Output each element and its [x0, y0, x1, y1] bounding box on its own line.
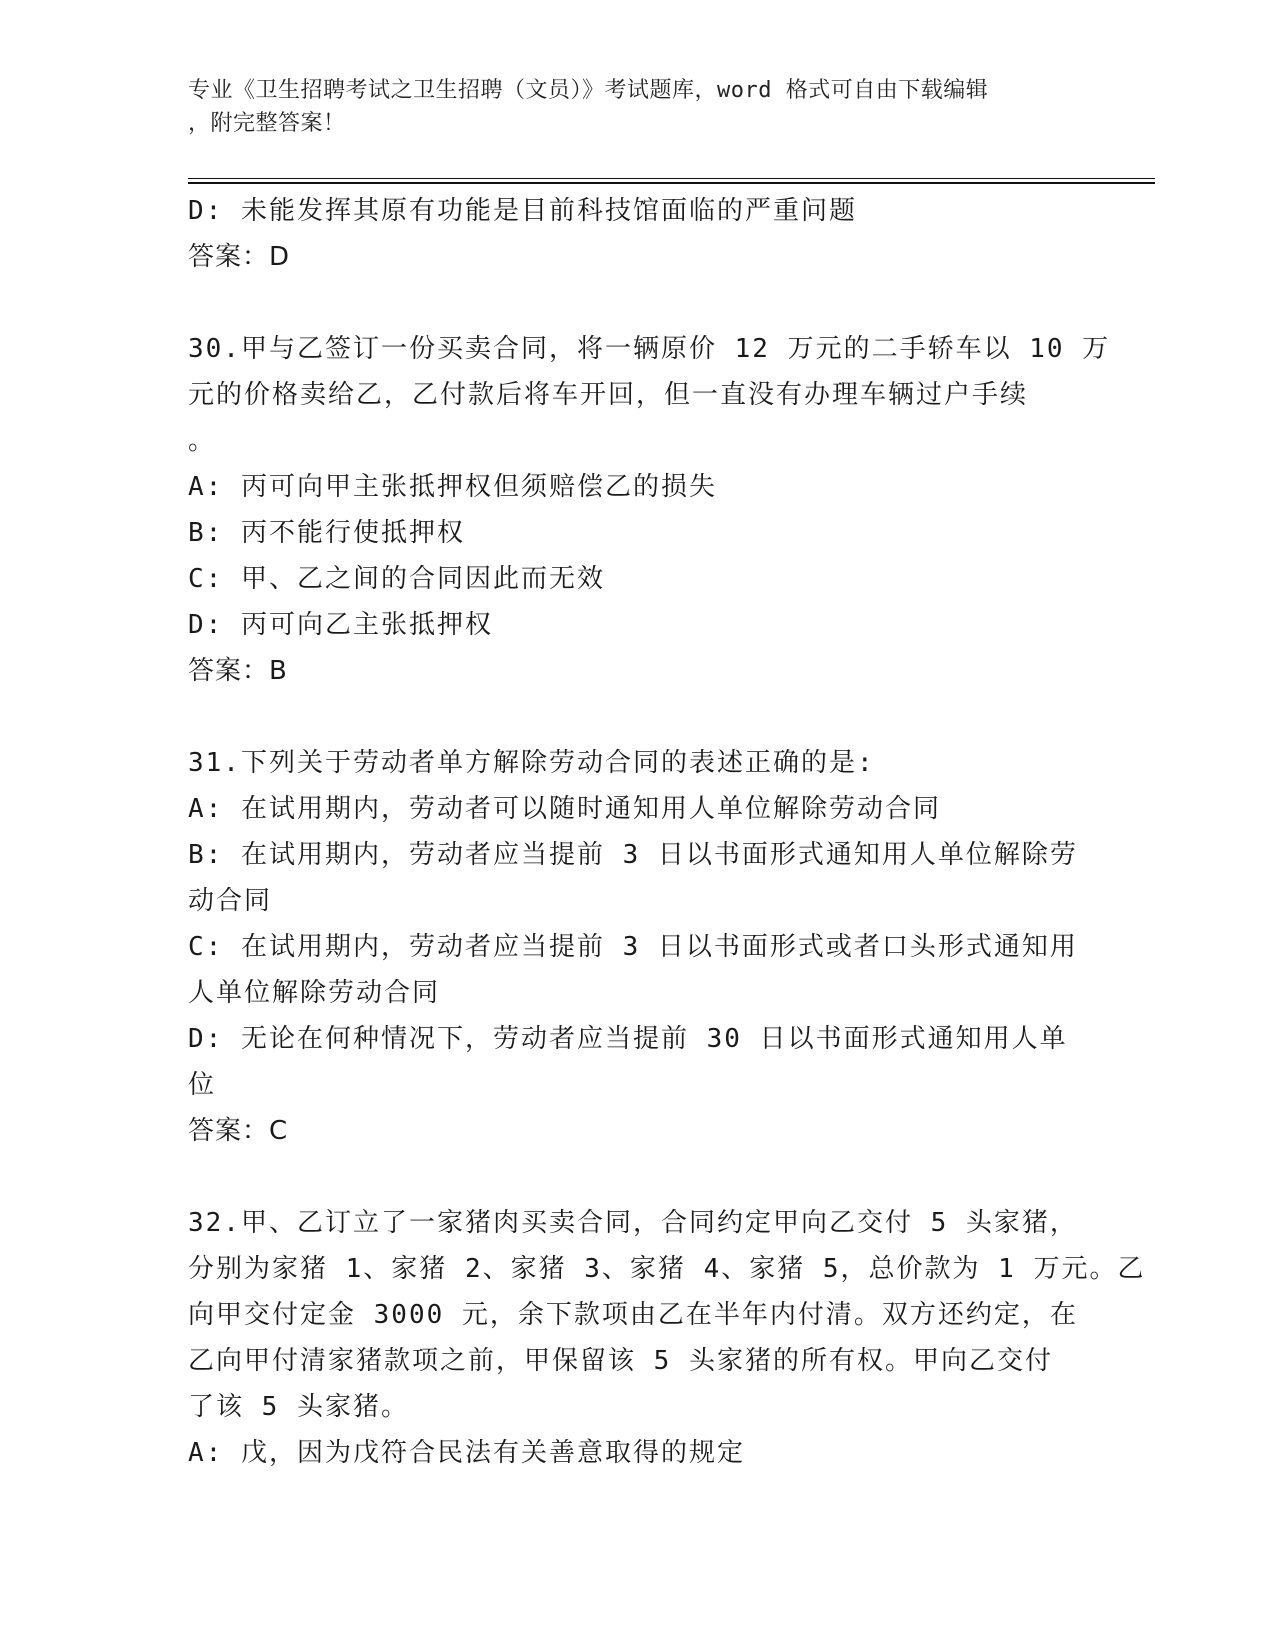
header-divider [188, 178, 1155, 184]
option-b: B: 在试用期内，劳动者应当提前 3 日以书面形式通知用人单位解除劳 [188, 840, 1078, 870]
answer-line: 答案：D [188, 242, 291, 272]
option-d: D: 丙可向乙主张抵押权 [188, 610, 493, 640]
document-header [188, 74, 1068, 140]
question-stem-line: 分别为家猪 1、家猪 2、家猪 3、家猪 4、家猪 5，总价款为 1 万元。乙 [188, 1254, 1146, 1284]
option-d: D: 无论在何种情况下，劳动者应当提前 30 日以书面形式通知用人单 [188, 1024, 1068, 1054]
option-a: A: 戊，因为戊符合民法有关善意取得的规定 [188, 1438, 745, 1468]
spacer [188, 1154, 1088, 1200]
question-stem-line: 31.下列关于劳动者单方解除劳动合同的表述正确的是: [188, 748, 875, 778]
header-line-1: 专业《卫生招聘考试之卫生招聘（文员）》考试题库，word 格式可自由下载编辑 [188, 78, 989, 103]
question-30 [188, 326, 1111, 694]
option-a: A: 丙可向甲主张抵押权但须赔偿乙的损失 [188, 472, 717, 502]
answer-line: 答案：C [188, 1116, 289, 1146]
option-c-continued: 人单位解除劳动合同 [188, 978, 441, 1008]
question-stem-line: 了该 5 头家猪。 [188, 1392, 409, 1422]
option-b: B: 丙不能行使抵押权 [188, 518, 465, 548]
header-line-2: ，附完整答案！ [188, 111, 346, 136]
question-stem-line: 向甲交付定金 3000 元，余下款项由乙在半年内付清。双方还约定，在 [188, 1300, 1078, 1330]
spacer [188, 280, 1088, 326]
answer-line: 答案：B [188, 656, 288, 686]
document-body [188, 188, 1146, 1476]
question-32 [188, 1200, 1146, 1476]
option-a: A: 在试用期内，劳动者可以随时通知用人单位解除劳动合同 [188, 794, 941, 824]
question-stem-line: 元的价格卖给乙，乙付款后将车开回，但一直没有办理车辆过户手续 [188, 380, 1029, 410]
question-31 [188, 740, 1088, 1154]
option-d: D: 未能发挥其原有功能是目前科技馆面临的严重问题 [188, 196, 857, 226]
option-b-continued: 动合同 [188, 886, 273, 916]
option-c: C: 在试用期内，劳动者应当提前 3 日以书面形式或者口头形式通知用 [188, 932, 1078, 962]
question-29-tail [188, 188, 1088, 280]
question-stem-line: 30.甲与乙签订一份买卖合同，将一辆原价 12 万元的二手轿车以 10 万 [188, 334, 1111, 364]
question-stem-line: 32.甲、乙订立了一家猪肉买卖合同，合同约定甲向乙交付 5 头家猪， [188, 1208, 1078, 1238]
question-stem-line: 乙向甲付清家猪款项之前，甲保留该 5 头家猪的所有权。甲向乙交付 [188, 1346, 1053, 1376]
option-c: C: 甲、乙之间的合同因此而无效 [188, 564, 605, 594]
spacer [188, 694, 1088, 740]
question-stem-line: 。 [188, 426, 217, 456]
option-d-continued: 位 [188, 1070, 217, 1100]
